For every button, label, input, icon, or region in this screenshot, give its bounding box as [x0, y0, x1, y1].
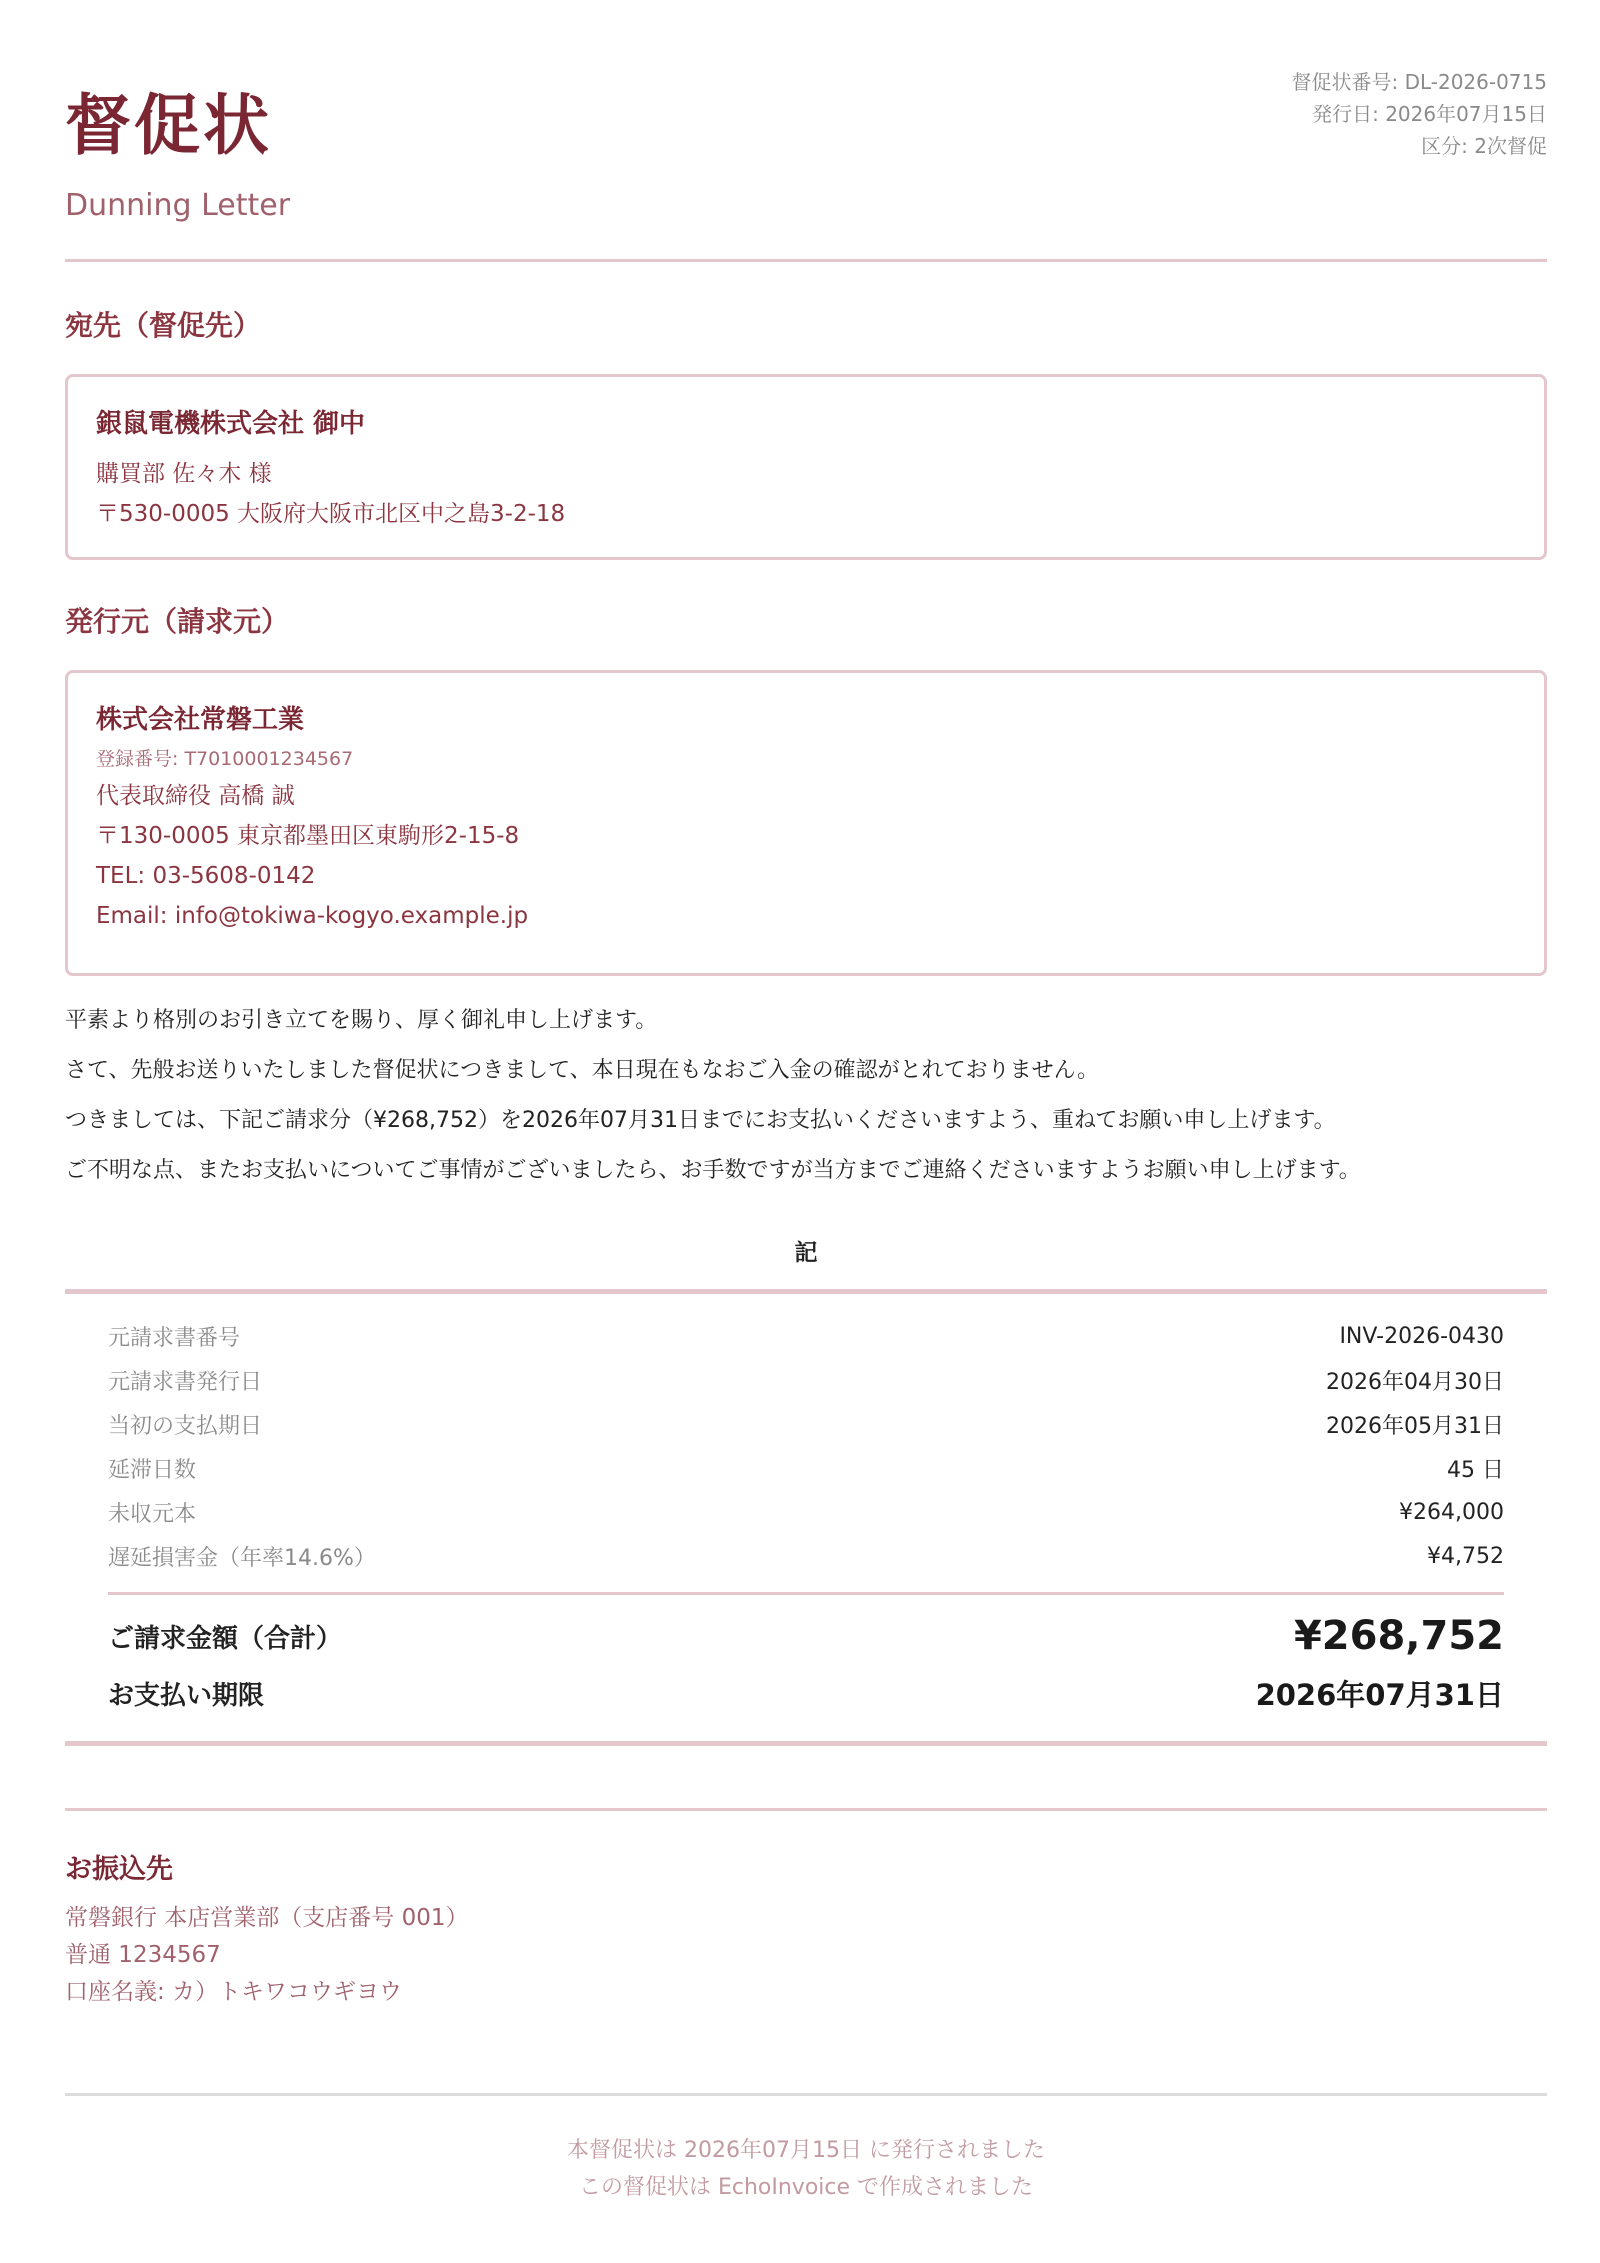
issuer-email: Email: info@tokiwa-kogyo.example.jp	[96, 903, 529, 929]
dunning-letter	[65, 0, 1547, 2206]
total-row	[108, 1605, 1504, 1667]
body-line: 平素より格別のお引き立てを賜り、厚く御礼申し上げます。	[65, 1008, 658, 1033]
letter-body	[65, 996, 1547, 1196]
letter-number: 督促状番号: DL-2026-0715	[1291, 70, 1547, 94]
due-row	[108, 1667, 1504, 1719]
letter-category: 区分: 2次督促	[1421, 134, 1547, 158]
total-amount: ¥268,752	[1293, 1613, 1504, 1659]
detail-value: 2026年04月30日	[1326, 1369, 1504, 1395]
bank-section	[65, 1808, 1547, 2011]
due-label: お支払い期限	[108, 1680, 265, 1711]
bank-account-holder: 口座名義: カ）トキワコウギヨウ	[65, 1979, 403, 2005]
detail-label: 未収元本	[108, 1501, 197, 1527]
detail-value: ¥4,752	[1427, 1543, 1504, 1569]
bank-title: お振込先	[65, 1854, 173, 1885]
detail-value: 45 日	[1447, 1457, 1504, 1483]
letter-meta	[1291, 66, 1547, 162]
page-subtitle: Dunning Letter	[65, 188, 291, 223]
detail-row	[108, 1402, 1504, 1446]
footer-issued-note: 本督促状は 2026年07月15日 に発行されました	[567, 2138, 1045, 2163]
recipient-address: 〒530-0005 大阪府大阪市北区中之島3-2-18	[96, 501, 566, 527]
detail-row	[108, 1314, 1504, 1358]
recipient-company: 銀鼠電機株式会社 御中	[96, 409, 366, 439]
total-label: ご請求金額（合計）	[108, 1623, 343, 1654]
issuer-registration: 登録番号: T7010001234567	[96, 748, 354, 770]
bank-account: 普通 1234567	[65, 1942, 221, 1968]
details-divider	[108, 1592, 1504, 1595]
footer	[65, 2093, 1547, 2206]
body-line: さて、先般お送りいたしました督促状につきまして、本日現在もなおご入金の確認がとれておりません。	[65, 1058, 1100, 1083]
letter-header	[65, 0, 1547, 262]
issuer-box	[65, 670, 1547, 976]
detail-label: 遅延損害金（年率14.6%）	[108, 1545, 376, 1571]
issuer-section-title: 発行元（請求元）	[65, 605, 290, 638]
recipient-section-title: 宛先（督促先）	[65, 309, 262, 342]
detail-label: 元請求書発行日	[108, 1369, 263, 1395]
recipient-department: 購買部 佐々木 様	[96, 461, 272, 487]
issue-date: 発行日: 2026年07月15日	[1312, 102, 1547, 126]
issuer-tel: TEL: 03-5608-0142	[96, 863, 316, 889]
issuer-representative: 代表取締役 高橋 誠	[96, 783, 295, 809]
detail-row	[108, 1534, 1504, 1578]
body-line: ご不明な点、またお支払いについてご事情がございましたら、お手数ですが当方までご連絡くださいますようお願い申し上げます。	[65, 1158, 1361, 1183]
footer-generator-note: この督促状は EchoInvoice で作成されました	[578, 2175, 1034, 2200]
detail-label: 当初の支払期日	[108, 1413, 263, 1439]
detail-label: 元請求書番号	[108, 1325, 241, 1351]
detail-label: 延滞日数	[108, 1457, 197, 1483]
recipient-box	[65, 374, 1547, 560]
detail-row	[108, 1358, 1504, 1402]
issuer-company: 株式会社常磐工業	[96, 705, 305, 735]
bank-branch: 常磐銀行 本店営業部（支店番号 001）	[65, 1905, 469, 1931]
details-heading: 記	[794, 1240, 818, 1266]
detail-value: INV-2026-0430	[1339, 1323, 1504, 1349]
issuer-address: 〒130-0005 東京都墨田区東駒形2-15-8	[96, 823, 520, 849]
due-date: 2026年07月31日	[1255, 1677, 1504, 1712]
detail-row	[108, 1490, 1504, 1534]
detail-value: ¥264,000	[1399, 1499, 1504, 1525]
detail-row	[108, 1446, 1504, 1490]
details-table	[65, 1289, 1547, 1746]
page-title: 督促状	[65, 87, 272, 164]
detail-value: 2026年05月31日	[1326, 1413, 1504, 1439]
body-line: つきましては、下記ご請求分（¥268,752）を2026年07月31日までにお支払いくださいますよう、重ねてお願い申し上げます。	[65, 1108, 1336, 1133]
